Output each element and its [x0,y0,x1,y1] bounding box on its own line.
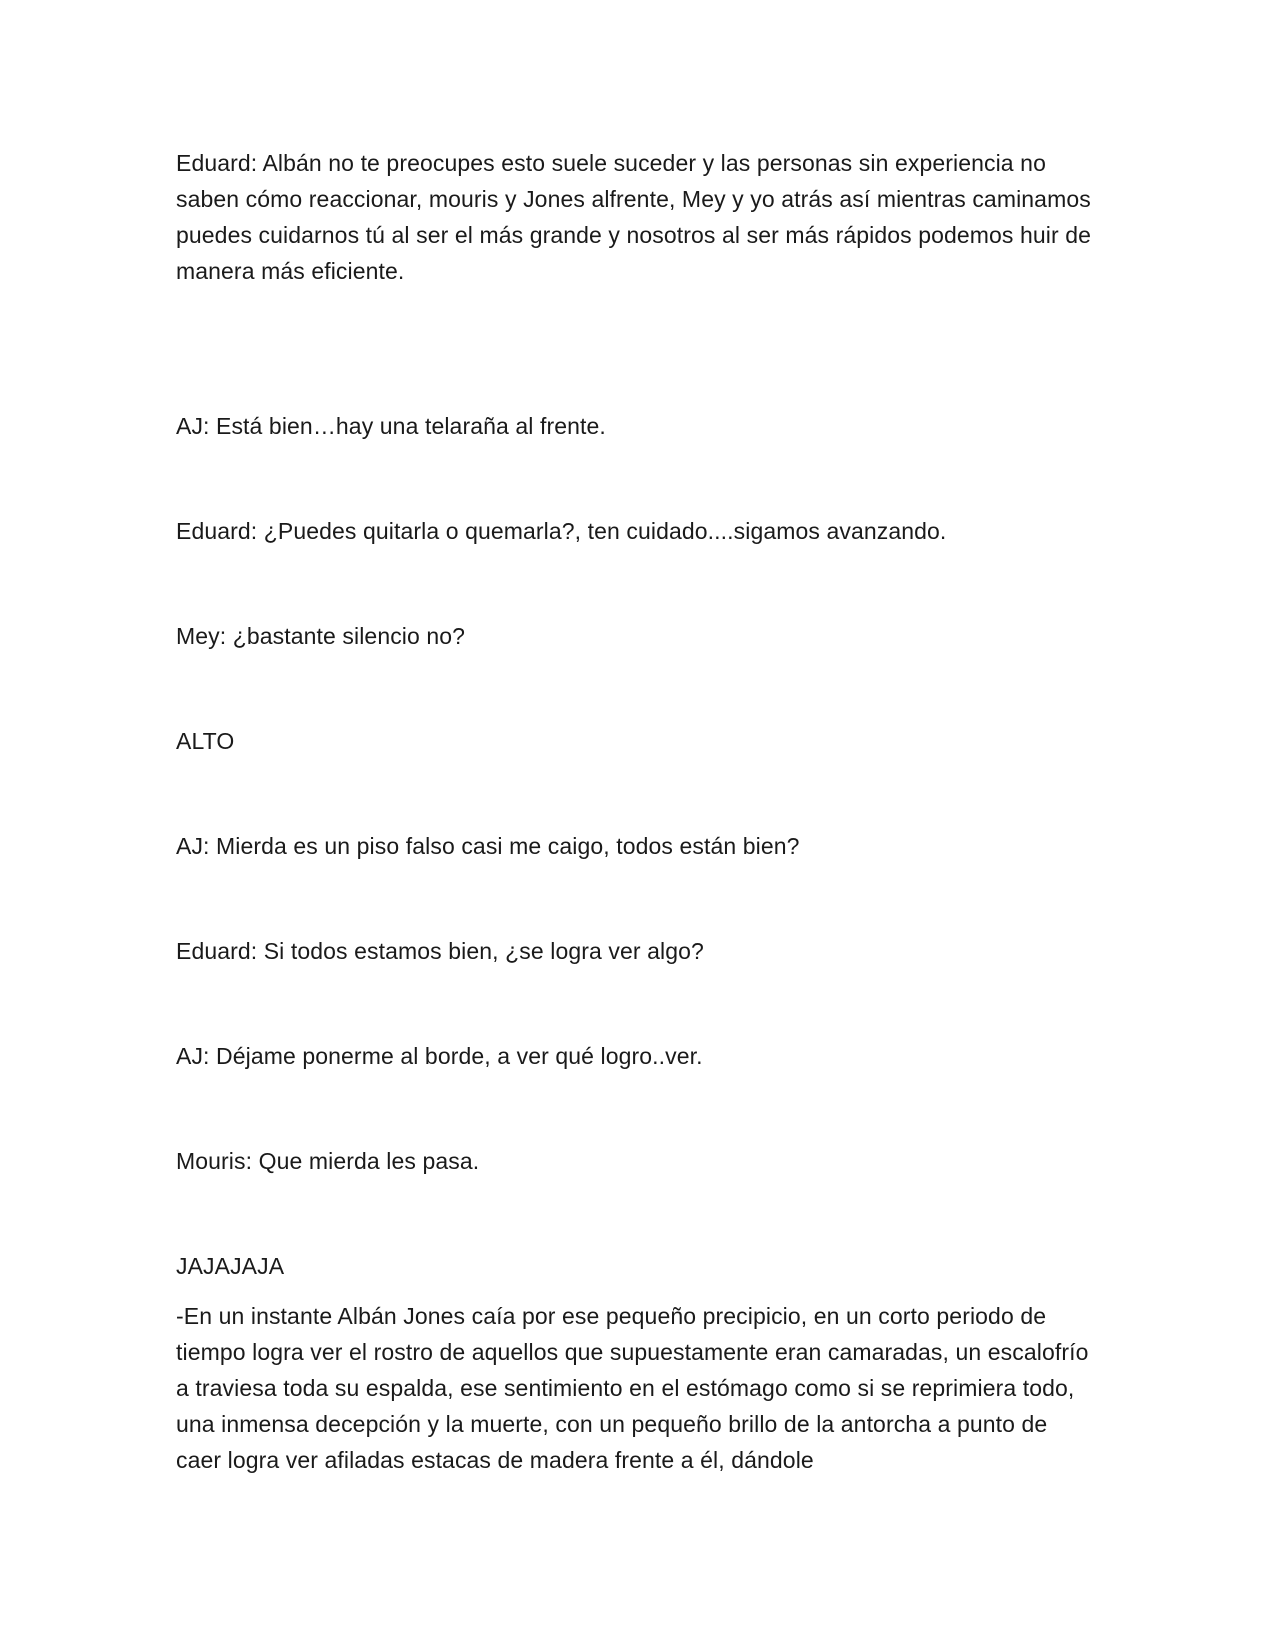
paragraph-eduard-see: Eduard: Si todos estamos bien, ¿se logra ver algo? [176,938,704,964]
paragraph-mouris: Mouris: Que mierda les pasa. [176,1148,480,1174]
paragraph-laugh: JAJAJAJA [176,1253,285,1279]
paragraph-eduard-burn: Eduard: ¿Puedes quitarla o quemarla?, ten cuidado....sigamos avanzando. [176,518,947,544]
paragraph-alto: ALTO [176,728,235,754]
paragraph-mey-silence: Mey: ¿bastante silencio no? [176,623,466,649]
paragraph-narration: -En un instante Albán Jones caía por ese pequeño precipicio, en un corto periodo de tiempo logra ver el rostro de aquellos que supuestamente eran camaradas, un escalofrío a traviesa toda su espalda, ese sentimiento en el estómago como si se reprimiera todo, una inmensa decepción y la muerte, con un pequeño brillo de la antorcha a punto de caer logra ver afiladas estacas de madera frente a él, dándole [176,1303,1089,1473]
paragraph-aj-false-floor: AJ: Mierda es un piso falso casi me caigo, todos están bien? [176,833,800,859]
paragraph-eduard-intro: Eduard: Albán no te preocupes esto suele suceder y las personas sin experiencia no saben cómo reaccionar, mouris y Jones alfrente, Mey y yo atrás así mientras caminamos puedes cuidarnos tú al ser el más grande y nosotros al ser más rápidos podemos huir de manera más eficiente. [176,150,1092,284]
paragraph-aj-edge: AJ: Déjame ponerme al borde, a ver qué logro..ver. [176,1043,703,1069]
paragraph-aj-spiderweb: AJ: Está bien…hay una telaraña al frente. [176,413,606,439]
